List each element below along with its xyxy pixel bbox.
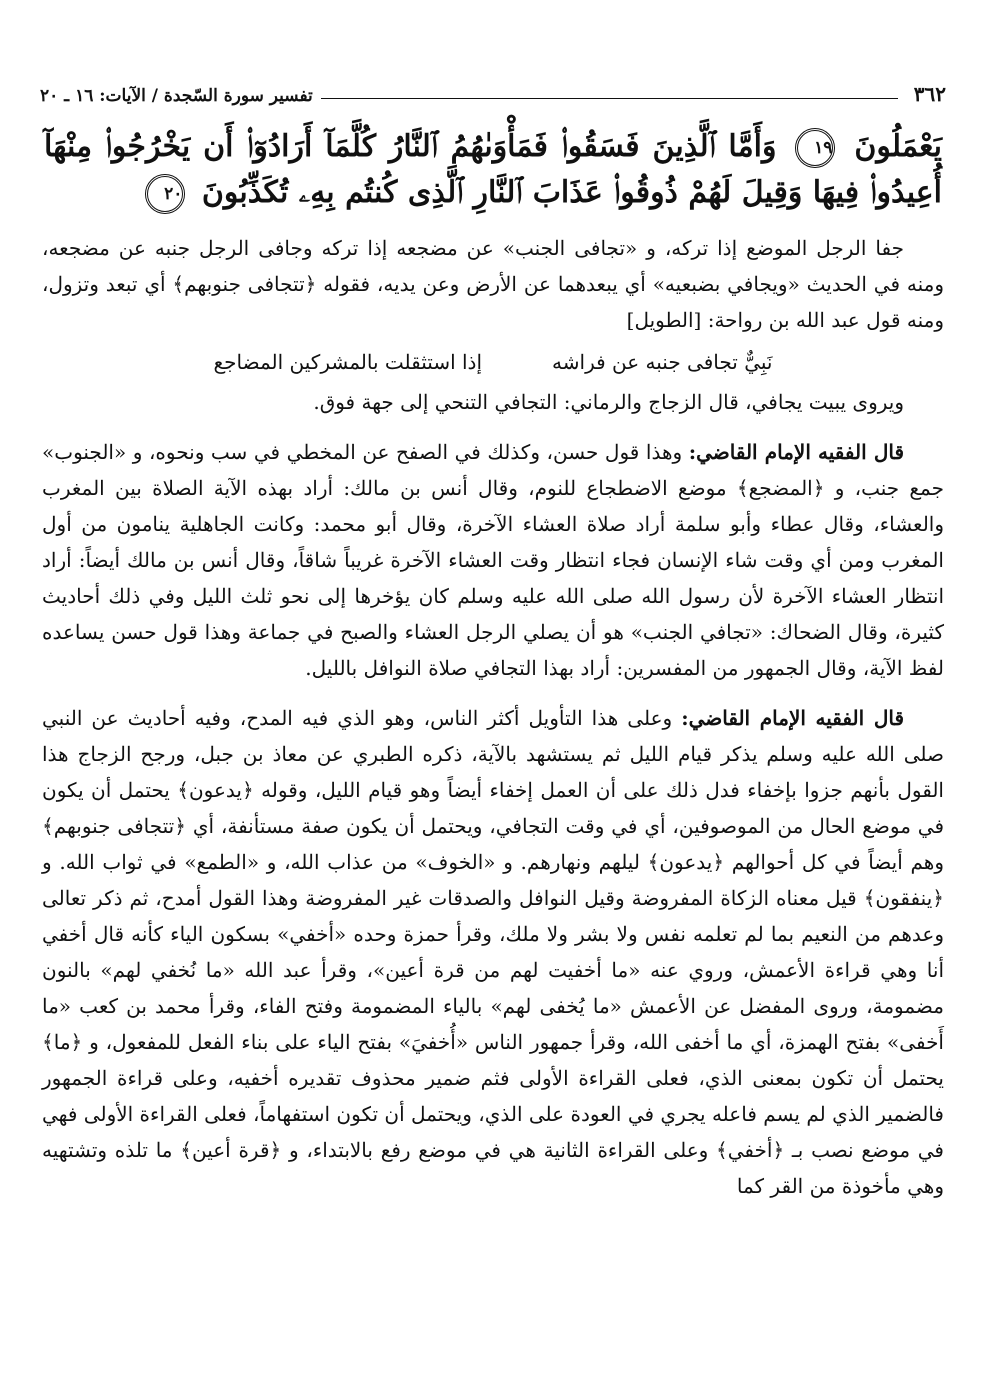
ayah-number-marker: ١٩ — [795, 128, 835, 168]
paragraph-text: ويروى يبيت يجافي، قال الزجاج والرماني: التجافي التنحي إلى جهة فوق. — [313, 390, 904, 414]
paragraph — [40, 434, 946, 686]
paragraph-lead: قال الفقيه الإمام القاضي: — [688, 440, 905, 464]
poetry-verse — [40, 344, 946, 380]
paragraph-lead: قال الفقيه الإمام القاضي: — [681, 706, 905, 730]
quran-verses — [40, 124, 946, 216]
paragraph-text: وهذا قول حسن، وكذلك في الصفح عن المخطي في سب ونحوه، و «الجنوب» جمع جنب، و ﴿المضجع﴾ موضع الاضطجاع للنوم، وقال أنس بن مالك: أراد بهذه الآية الصلاة بين المغرب والعشاء، وقال عطاء وأبو سلمة أراد صلاة العشاء الآخرة، وقال أبو محمد: وكانت الجاهلية ينامون من أول المغرب ومن أي وقت شاء الإنسان فجاء انتظار وقت العشاء الآخرة غريباً شاقاً، وقال أنس بن مالك أيضاً: أراد انتظار العشاء الآخرة لأن رسول الله صلى الله عليه وسلم كان يؤخرها إلى نحو ثلث الليل وفي ذلك أحاديث كثيرة، وقال الضحاك: «تجافي الجنب» هو أن يصلي الرجل العشاء والصبح في جماعة وهذا قول حسن يساعده لفظ الآية، وقال الجمهور من المفسرين: أراد بهذا التجافي صلاة النوافل بالليل. — [42, 440, 944, 680]
header-rule — [321, 98, 898, 99]
paragraph — [40, 384, 946, 420]
page-number: ٣٦٢ — [913, 82, 946, 106]
verse-ending: يَعْمَلُونَ — [854, 129, 943, 164]
paragraph-gap — [40, 686, 946, 700]
ayah-number-marker: ٢٠ — [145, 174, 185, 214]
paragraph-text: جفا الرجل الموضع إذا تركه، و «تجافى الجنب» عن مضجعه إذا تركه وجافى الرجل جنبه عن مضجعه، ومنه في الحديث «ويجافي بضبعيه» أي يبعدهما عن الأرض وعن يديه، فقوله ﴿تتجافى جنوبهم﴾ أي تبعد وتزول، ومنه قول عبد الله بن رواحة: [الطويل] — [42, 236, 944, 332]
book-page — [40, 72, 946, 1388]
poem-second-hemistich: إذا استثقلت بالمشركين المضاجع — [213, 350, 483, 374]
verse-text: وَأَمَّا ٱلَّذِينَ فَسَقُوا۟ فَمَأْوَىٰهُمُ ٱلنَّارُ كُلَّمَآ أَرَادُوٓا۟ أَن يَخْرُجُوا۟ مِنْهَآ أُعِيدُوا۟ فِيهَا وَقِيلَ لَهُمْ ذُوقُوا۟ عَذَابَ ٱلنَّارِ ٱلَّذِى كُنتُم بِهِۦ تُكَذِّبُونَ — [44, 129, 942, 210]
page-header — [40, 72, 946, 106]
paragraph-gap — [40, 420, 946, 434]
running-title: تفسير سورة السّجدة / الآيات: ١٦ ـ ٢٠ — [40, 86, 313, 106]
paragraph — [40, 230, 946, 338]
paragraph-text: وعلى هذا التأويل أكثر الناس، وهو الذي فيه المدح، وفيه أحاديث عن النبي صلى الله عليه وسلم يذكر قيام الليل ثم يستشهد بالآية، ذكره الطبري عن معاذ بن جبل، ورجح الزجاج هذا القول بأنهم جزوا بإخفاء فدل ذلك على أن العمل إخفاء أيضاً وهو قيام الليل، وقوله ﴿يدعون﴾ يحتمل أن يكون في موضع الحال من الموصوفين، أي في وقت التجافي، ويحتمل أن يكون صفة مستأنفة، أي ﴿تتجافى جنوبهم﴾ وهم أيضاً في كل أحوالهم ﴿يدعون﴾ ليلهم ونهارهم. و «الخوف» من عذاب الله، و «الطمع» في ثواب الله. و ﴿ينفقون﴾ قيل معناه الزكاة المفروضة وقيل النوافل والصدقات غير المفروضة وهذا القول أمدح، ثم ذكر تعالى وعدهم من النعيم بما لم تعلمه نفس ولا بشر ولا ملك، وقرأ حمزة وحده «أخفي» بسكون الياء كأنه قال أخفي أنا وهي قراءة الأعمش، وروي عنه «ما أخفيت لهم من قرة أعين»، وقرأ عبد الله «ما نُخفي لهم» بالنون مضمومة، وروى المفضل عن الأعمش «ما يُخفى لهم» بالياء المضمومة وفتح الفاء، وقرأ محمد بن كعب «ما أَخفى» بفتح الهمزة، أي ما أخفى الله، وقرأ جمهور الناس «أُخفيَ» بفتح الياء على بناء الفعل للمفعول، و ﴿ما﴾ يحتمل أن تكون بمعنى الذي، فعلى القراءة الأولى فثم ضمير محذوف تقديره أخفيه، وعلى قراءة الجمهور فالضمير الذي لم يسم فاعله يجري في العودة على الذي، ويحتمل أن تكون استفهاماً، فعلى القراءة الأولى فهي في موضع نصب بـ ﴿أخفي﴾ وعلى القراءة الثانية هي في موضع رفع بالابتداء، و ﴿قرة أعين﴾ ما تلذه وتشتهيه وهي مأخوذة من القر كما — [42, 706, 944, 1198]
paragraph — [40, 700, 946, 1204]
poem-first-hemistich: نَبِيٌّ تجافى جنبه عن فراشه — [552, 350, 773, 374]
